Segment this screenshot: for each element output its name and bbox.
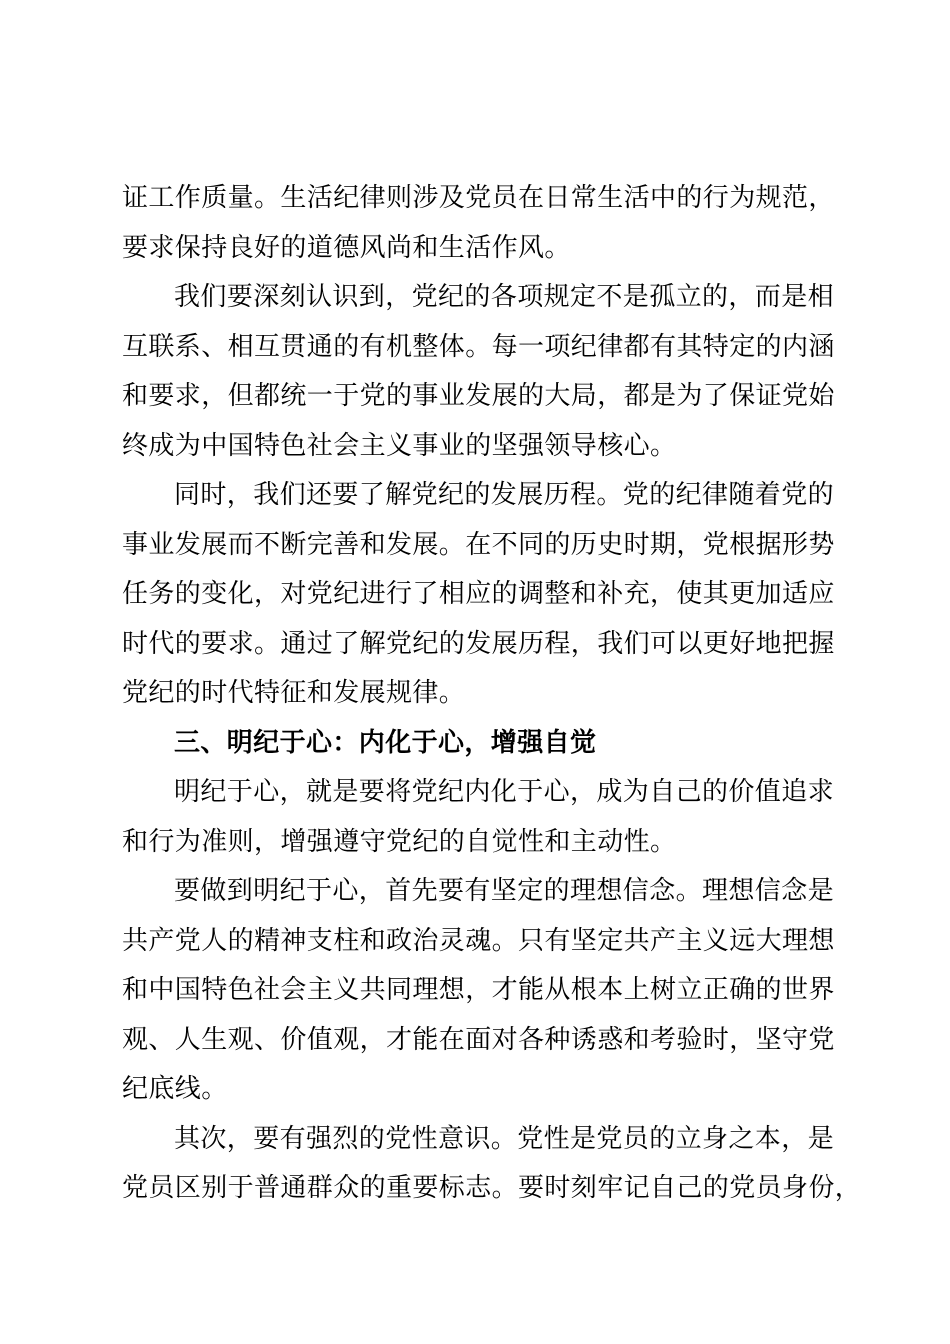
text-line: 同时，我们还要了解党纪的发展历程。党的纪律随着党的 (174, 480, 835, 510)
document-body (122, 174, 862, 1214)
paragraph-party-spirit (122, 1115, 862, 1214)
paragraph-history (122, 471, 835, 719)
paragraph-definition (122, 768, 835, 867)
text-line: 和中国特色社会主义共同理想，才能从根本上树立正确的世界 (122, 975, 835, 1005)
text-line: 终成为中国特色社会主义事业的坚强领导核心。 (122, 430, 677, 461)
text-line: 明纪于心，就是要将党纪内化于心，成为自己的价值追求 (174, 777, 835, 807)
text-line: 纪底线。 (122, 1074, 228, 1104)
text-line: 党纪的时代特征和发展规律。 (122, 678, 466, 708)
text-line: 和行为准则，增强遵守党纪的自觉性和主动性。 (122, 826, 677, 857)
text-line: 要做到明纪于心，首先要有坚定的理想信念。理想信念是 (174, 876, 835, 906)
paragraph-ideals (122, 867, 835, 1115)
text-line: 其次，要有强烈的党性意识。党性是党员的立身之本，是 (174, 1123, 835, 1154)
section-heading (122, 719, 832, 769)
text-line: 事业发展而不断完善和发展。在不同的历史时期，党根据形势 (122, 529, 835, 560)
text-line: 党员区别于普通群众的重要标志。要时刻牢记自己的党员身份， (122, 1173, 862, 1203)
text-line: 任务的变化，对党纪进行了相应的调整和补充，使其更加适应 (122, 579, 835, 609)
text-line: 要求保持良好的道德风尚和生活作风。 (122, 232, 571, 263)
text-line: 时代的要求。通过了解党纪的发展历程，我们可以更好地把握 (122, 628, 835, 659)
paragraph-continuation (122, 174, 835, 273)
heading-text: 三、明纪于心：内化于心，增强自觉 (174, 727, 597, 758)
paragraph-understanding (122, 273, 835, 471)
text-line: 互联系、相互贯通的有机整体。每一项纪律都有其特定的内涵 (122, 331, 835, 362)
text-line: 我们要深刻认识到，党纪的各项规定不是孤立的，而是相 (174, 282, 835, 312)
text-line: 和要求，但都统一于党的事业发展的大局，都是为了保证党始 (122, 381, 835, 411)
text-line: 共产党人的精神支柱和政治灵魂。只有坚定共产主义远大理想 (122, 925, 835, 956)
text-line: 证工作质量。生活纪律则涉及党员在日常生活中的行为规范， (122, 183, 835, 213)
text-line: 观、人生观、价值观，才能在面对各种诱惑和考验时，坚守党 (122, 1024, 835, 1055)
